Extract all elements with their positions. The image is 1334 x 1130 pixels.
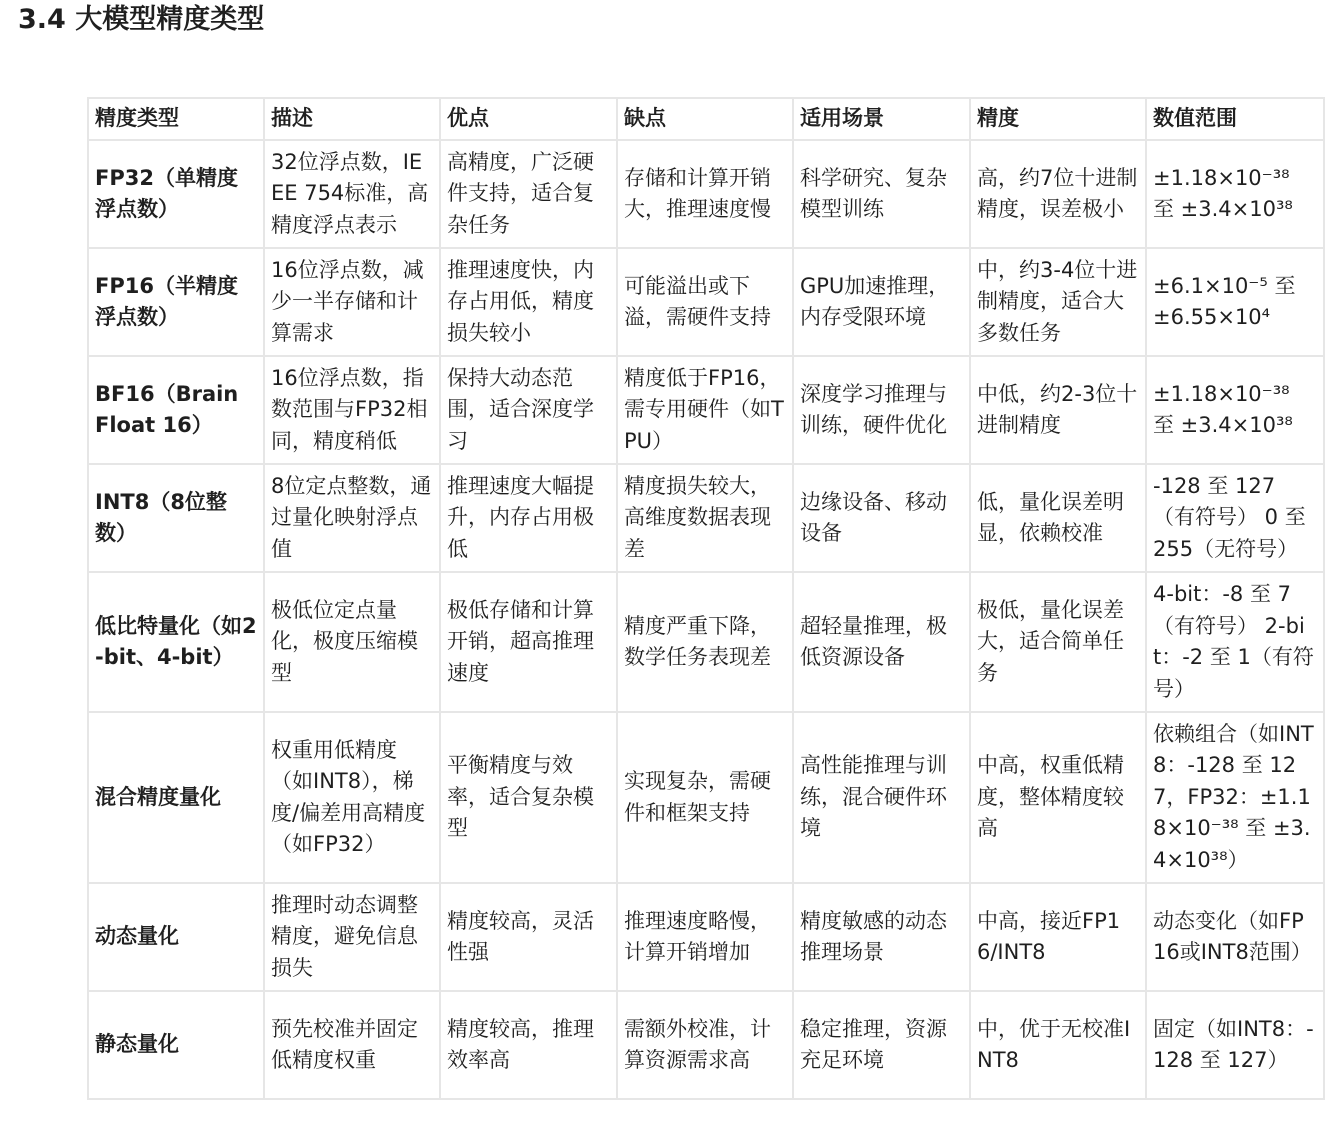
cell-cons: 可能溢出或下溢，需硬件支持 xyxy=(617,248,793,356)
cell-range: ±1.18×10⁻³⁸ 至 ±3.4×10³⁸ xyxy=(1146,140,1324,248)
cell-type: 低比特量化（如2-bit、4-bit） xyxy=(88,572,264,712)
cell-description: 8位定点整数，通过量化映射浮点值 xyxy=(264,464,440,572)
cell-scenarios: 边缘设备、移动设备 xyxy=(793,464,970,572)
table-row xyxy=(88,572,1324,712)
cell-precision: 低，量化误差明显，依赖校准 xyxy=(970,464,1146,572)
cell-pros: 极低存储和计算开销，超高推理速度 xyxy=(440,572,617,712)
column-header-pros: 优点 xyxy=(440,98,617,140)
table-row xyxy=(88,991,1324,1099)
cell-cons: 存储和计算开销大，推理速度慢 xyxy=(617,140,793,248)
cell-description: 极低位定点量化，极度压缩模型 xyxy=(264,572,440,712)
cell-range: 4-bit：-8 至 7（有符号） 2-bit：-2 至 1（有符号） xyxy=(1146,572,1324,712)
cell-precision: 高，约7位十进制精度，误差极小 xyxy=(970,140,1146,248)
cell-cons: 推理速度略慢，计算开销增加 xyxy=(617,883,793,991)
table-header-row xyxy=(88,98,1324,140)
cell-type: FP16（半精度浮点数） xyxy=(88,248,264,356)
cell-type: BF16（Brain Float 16） xyxy=(88,356,264,464)
cell-description: 16位浮点数，减少一半存储和计算需求 xyxy=(264,248,440,356)
cell-pros: 推理速度大幅提升，内存占用极低 xyxy=(440,464,617,572)
cell-description: 16位浮点数，指数范围与FP32相同，精度稍低 xyxy=(264,356,440,464)
cell-precision: 中，优于无校准INT8 xyxy=(970,991,1146,1099)
cell-pros: 平衡精度与效率，适合复杂模型 xyxy=(440,712,617,883)
column-header-cons: 缺点 xyxy=(617,98,793,140)
cell-scenarios: 科学研究、复杂模型训练 xyxy=(793,140,970,248)
cell-scenarios: 超轻量推理，极低资源设备 xyxy=(793,572,970,712)
cell-scenarios: 精度敏感的动态推理场景 xyxy=(793,883,970,991)
cell-precision: 极低，量化误差大，适合简单任务 xyxy=(970,572,1146,712)
column-header-type: 精度类型 xyxy=(88,98,264,140)
cell-pros: 精度较高，推理效率高 xyxy=(440,991,617,1099)
cell-pros: 精度较高，灵活性强 xyxy=(440,883,617,991)
cell-precision: 中高，权重低精度，整体精度较高 xyxy=(970,712,1146,883)
cell-range: 动态变化（如FP16或INT8范围） xyxy=(1146,883,1324,991)
cell-scenarios: 深度学习推理与训练，硬件优化 xyxy=(793,356,970,464)
cell-pros: 推理速度快，内存占用低，精度损失较小 xyxy=(440,248,617,356)
section-heading: 3.4 大模型精度类型 xyxy=(18,4,265,35)
column-header-range: 数值范围 xyxy=(1146,98,1324,140)
cell-pros: 高精度，广泛硬件支持，适合复杂任务 xyxy=(440,140,617,248)
cell-cons: 实现复杂，需硬件和框架支持 xyxy=(617,712,793,883)
column-header-scenarios: 适用场景 xyxy=(793,98,970,140)
cell-pros: 保持大动态范围，适合深度学习 xyxy=(440,356,617,464)
cell-type: 动态量化 xyxy=(88,883,264,991)
cell-cons: 精度损失较大，高维度数据表现差 xyxy=(617,464,793,572)
table-row xyxy=(88,248,1324,356)
cell-precision: 中高，接近FP16/INT8 xyxy=(970,883,1146,991)
cell-cons: 精度低于FP16，需专用硬件（如TPU） xyxy=(617,356,793,464)
precision-types-table-container xyxy=(87,97,1325,1100)
cell-scenarios: GPU加速推理，内存受限环境 xyxy=(793,248,970,356)
cell-scenarios: 稳定推理，资源充足环境 xyxy=(793,991,970,1099)
precision-types-table xyxy=(87,97,1325,1100)
column-header-precision: 精度 xyxy=(970,98,1146,140)
table-row xyxy=(88,464,1324,572)
cell-scenarios: 高性能推理与训练，混合硬件环境 xyxy=(793,712,970,883)
cell-description: 32位浮点数，IEEE 754标准，高精度浮点表示 xyxy=(264,140,440,248)
cell-type: INT8（8位整数） xyxy=(88,464,264,572)
table-row xyxy=(88,140,1324,248)
cell-range: ±1.18×10⁻³⁸ 至 ±3.4×10³⁸ xyxy=(1146,356,1324,464)
cell-cons: 精度严重下降，数学任务表现差 xyxy=(617,572,793,712)
cell-type: 混合精度量化 xyxy=(88,712,264,883)
cell-type: FP32（单精度浮点数） xyxy=(88,140,264,248)
cell-range: -128 至 127（有符号） 0 至 255（无符号） xyxy=(1146,464,1324,572)
cell-description: 推理时动态调整精度，避免信息损失 xyxy=(264,883,440,991)
table-row xyxy=(88,712,1324,883)
cell-precision: 中低，约2-3位十进制精度 xyxy=(970,356,1146,464)
table-row xyxy=(88,883,1324,991)
cell-range: 固定（如INT8：-128 至 127） xyxy=(1146,991,1324,1099)
cell-range: ±6.1×10⁻⁵ 至 ±6.55×10⁴ xyxy=(1146,248,1324,356)
table-row xyxy=(88,356,1324,464)
cell-description: 权重用低精度（如INT8），梯度/偏差用高精度（如FP32） xyxy=(264,712,440,883)
cell-range: 依赖组合（如INT8：-128 至 127，FP32：±1.18×10⁻³⁸ 至 ±3.4×10³⁸） xyxy=(1146,712,1324,883)
cell-description: 预先校准并固定低精度权重 xyxy=(264,991,440,1099)
cell-precision: 中，约3-4位十进制精度，适合大多数任务 xyxy=(970,248,1146,356)
cell-cons: 需额外校准，计算资源需求高 xyxy=(617,991,793,1099)
cell-type: 静态量化 xyxy=(88,991,264,1099)
column-header-description: 描述 xyxy=(264,98,440,140)
